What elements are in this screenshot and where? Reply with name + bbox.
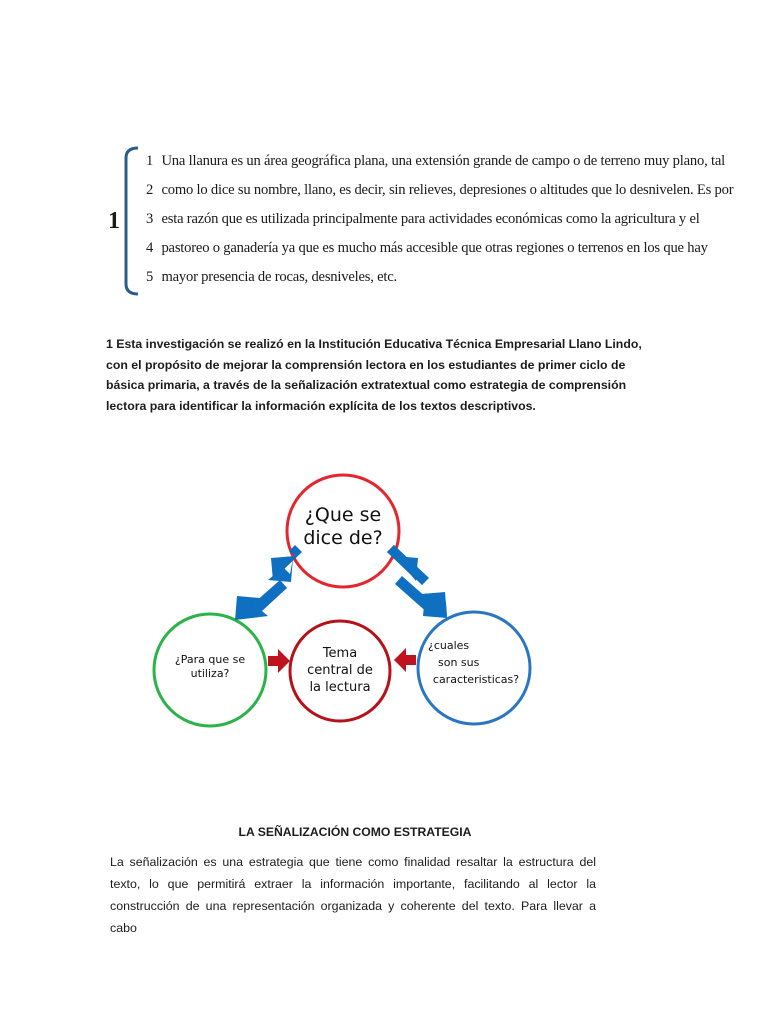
reading-strategy-diagram [140, 468, 550, 768]
center-node-label: Tema central de la lectura [307, 646, 373, 695]
right-inward-arrow [394, 648, 416, 672]
excerpt-line: 3 esta razón que es utilizada principalmente para actividades económicas como la agricultura y el [146, 211, 700, 227]
research-paragraph: 1 Esta investigación se realizó en la Institución Educativa Técnica Empresarial Llano Lindo, con el propósito de mejorar la comprensión lectora en los estudiantes de primer ciclo de básica primaria, a través de la señalización extratextual como estrategia de comprensión lectora para identificar la información explícita de los textos descriptivos. [106, 337, 642, 413]
excerpt-line: 2 como lo dice su nombre, llano, es decir, sin relieves, depresiones o altitudes que lo desnivelen. Es por [146, 182, 734, 198]
right-node-label: ¿cuales son sus caracteristicas? [428, 639, 520, 686]
arrow-shape [387, 545, 429, 585]
excerpt-line: 4 pastoreo o ganadería ya que es mucho más accesible que otras regiones o terrenos en los que hay [146, 240, 708, 256]
excerpt-line: 5 mayor presencia de rocas, desniveles, etc. [146, 269, 397, 285]
left-node-label: ¿Para que se utiliza? [174, 653, 246, 680]
section-title: LA SEÑALIZACIÓN COMO ESTRATEGIA [238, 825, 472, 839]
excerpt-line: 1 Una llanura es un área geográfica plana, una extensión grande de campo o de terreno muy plano, tal [146, 153, 725, 169]
section-body: La señalización es una estrategia que tiene como finalidad resaltar la estructura del texto, lo que permitirá extraer la información importante, facilitando al lector la construcción de una representación organizada y coherente del texto. Para llevar a cabo [110, 855, 596, 935]
excerpt-number: 1 [108, 208, 120, 234]
arrow-shape [235, 580, 287, 620]
right-double-arrow [387, 545, 447, 618]
numbered-excerpt [108, 146, 734, 296]
excerpt-bracket [122, 146, 142, 296]
top-node-label: ¿Que se dice de? [303, 504, 383, 549]
left-inward-arrow [268, 649, 290, 673]
excerpt-lines [146, 150, 734, 295]
